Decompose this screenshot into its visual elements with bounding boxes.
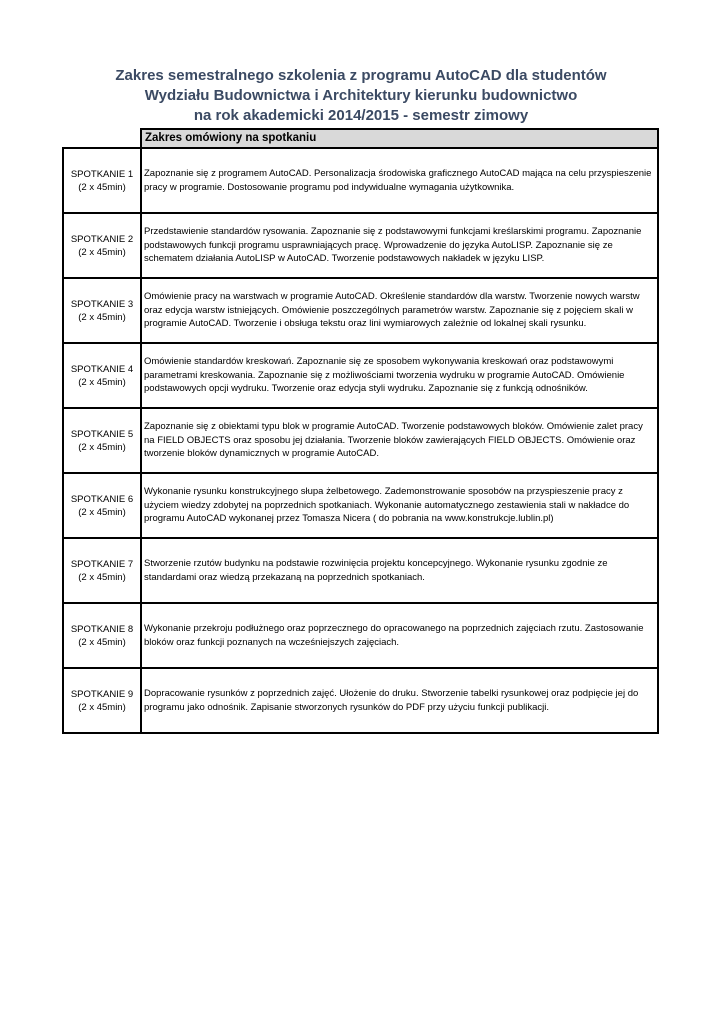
meeting-duration: (2 x 45min) [78,311,126,323]
meeting-label-cell [63,343,141,408]
meeting-duration: (2 x 45min) [78,506,126,518]
title-line-2: Wydziału Budownictwa i Architektury kierunku budownictwo [144,87,578,104]
meeting-description: Wykonanie rysunku konstrukcyjnego słupa żelbetowego. Zademonstrowanie sposobów na przyspieszenie pracy z użyciem wiedzy zdobytej na poprzednich spotkaniach. Wykonanie automatycznego zestawienia stali w nakładce do programu AutoCAD wykonanej przez Tomasza Nicera ( do pobrania na www.konstrukcje.lublin.pl) [141,473,658,538]
meeting-description: Omówienie standardów kreskowań. Zapoznanie się ze sposobem wykonywania kreskowań oraz podstawowymi parametrami kreskowania. Zapoznanie się z możliwościami tworzenia wydruku w programie AutoCAD. Omówienie podstawowych opcji wydruku. Tworzenie oraz edycja styli wydruku. Zapoznanie się z funkcją odnośników. [141,343,658,408]
table-row [63,343,658,408]
table-row [63,668,658,733]
table-row [63,473,658,538]
meeting-label-cell [63,668,141,733]
table-row [63,213,658,278]
meeting-description: Zapoznanie się z programem AutoCAD. Personalizacja środowiska graficznego AutoCAD mająca na celu przyspieszenie pracy w programie. Dostosowanie programu pod indywidualne wymagania użytkownika. [141,148,658,213]
meetings-table [62,128,659,734]
meeting-label-cell [63,408,141,473]
meeting-duration: (2 x 45min) [78,636,126,648]
meeting-description: Zapoznanie się z obiektami typu blok w programie AutoCAD. Tworzenie podstawowych bloków. Omówienie zalet pracy na FIELD OBJECTS oraz sposobu jej działania. Tworzenie bloków zawierających FIELD OBJECTS. Omówienie oraz tworzenie bloków dynamicznych w programie AutoCAD. [141,408,658,473]
meeting-label-cell [63,473,141,538]
title-line-1: Zakres semestralnego szkolenia z programu AutoCAD dla studentów [115,67,607,84]
meeting-label: SPOTKANIE 5 [70,428,134,440]
meeting-label-cell [63,538,141,603]
meeting-label: SPOTKANIE 7 [70,558,134,570]
meeting-label: SPOTKANIE 1 [70,168,134,180]
table-header-row [63,129,658,148]
meeting-label: SPOTKANIE 6 [70,493,134,505]
meeting-label-cell [63,278,141,343]
meeting-label: SPOTKANIE 9 [70,688,134,700]
meeting-label: SPOTKANIE 4 [70,363,134,375]
meeting-label: SPOTKANIE 2 [70,233,134,245]
table-row [63,278,658,343]
meeting-duration: (2 x 45min) [78,376,126,388]
table-row [63,538,658,603]
meeting-duration: (2 x 45min) [78,571,126,583]
meeting-description: Dopracowanie rysunków z poprzednich zajęć. Ułożenie do druku. Stworzenie tabelki rysunkowej oraz podpięcie jej do programu jako odnośnik. Zapisanie stworzonych rysunków do PDF przy użyciu funkcji publikacji. [141,668,658,733]
meeting-label: SPOTKANIE 8 [70,623,134,635]
meeting-description: Omówienie pracy na warstwach w programie AutoCAD. Określenie standardów dla warstw. Tworzenie nowych warstw oraz edycja warstw istniejących. Omówienie poszczególnych parametrów warstw. Zapoznanie się z pojęciem skali w programie AutoCAD. Tworzenie i obsługa tekstu oraz lini wymiarowych zależnie od lokalnej skali rysunku. [141,278,658,343]
title-line-3: na rok akademicki 2014/2015 - semestr zimowy [193,107,529,124]
meeting-label-cell [63,148,141,213]
table-row [63,408,658,473]
meeting-description: Przedstawienie standardów rysowania. Zapoznanie się z podstawowymi funkcjami kreślarskimi programu. Zapoznanie podstawowych funkcji programu usprawniających pracę. Wprowadzenie do języka AutoLISP. Zapoznanie się ze schematem działania AutoLISP w AutoCAD. Tworzenie podstawowych nakładek w języku LISP. [141,213,658,278]
document-title [62,66,660,126]
meeting-description: Wykonanie przekroju podłużnego oraz poprzecznego do opracowanego na poprzednich zajęciach rzutu. Zastosowanie bloków oraz funkcji poznanych na wcześniejszych zajęciach. [141,603,658,668]
meeting-duration: (2 x 45min) [78,246,126,258]
meeting-duration: (2 x 45min) [78,701,126,713]
meeting-label-cell [63,213,141,278]
table-header-scope: Zakres omówiony na spotkaniu [141,129,658,148]
meeting-duration: (2 x 45min) [78,181,126,193]
table-header-blank-cell [63,129,141,148]
meeting-label: SPOTKANIE 3 [70,298,134,310]
meeting-duration: (2 x 45min) [78,441,126,453]
meeting-label-cell [63,603,141,668]
table-row [63,148,658,213]
meeting-description: Stworzenie rzutów budynku na podstawie rozwinięcia projektu koncepcyjnego. Wykonanie rysunku zgodnie ze standardami oraz wiedzą przekazaną na poprzednich spotkaniach. [141,538,658,603]
table-row [63,603,658,668]
